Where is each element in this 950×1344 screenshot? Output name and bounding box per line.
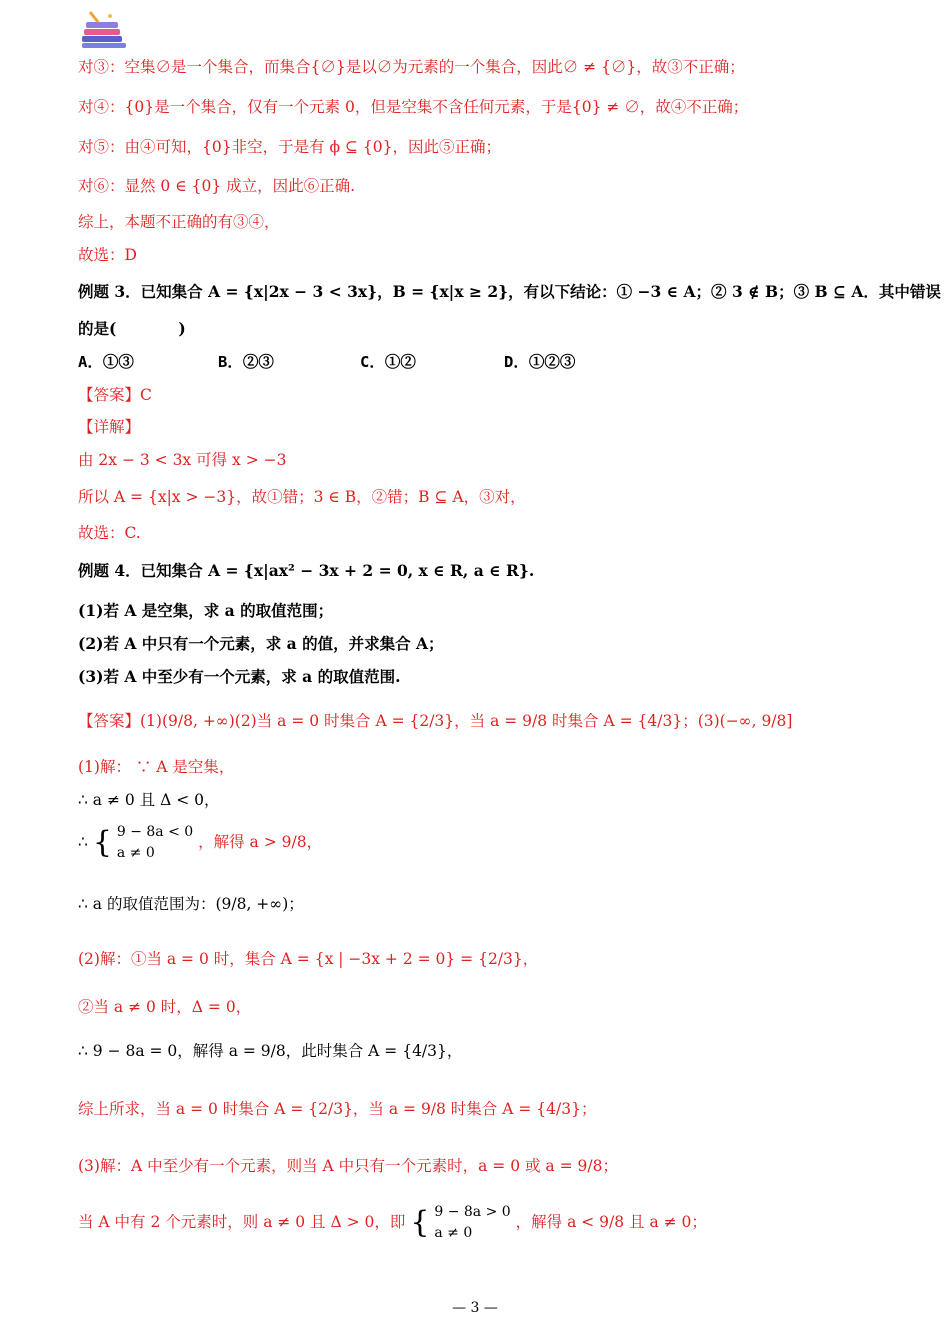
solution-line: (3)解：A 中至少有一个元素，则当 A 中只有一个元素时，a = 0 或 a = 9/8；: [78, 1157, 618, 1175]
text-line: 故选：D: [78, 246, 137, 264]
sub-question-3: (3)若 A 中至少有一个元素，求 a 的取值范围.: [78, 667, 401, 686]
solution-line: 综上所求，当 a = 0 时集合 A = {2/3}，当 a = 9/8 时集合 A = {4/3}；: [78, 1100, 597, 1118]
solution-line: ∴ 9 − 8a = 0，解得 a = 9/8，此时集合 A = {4/3}，: [78, 1042, 463, 1060]
system-pre: 当 A 中有 2 个元素时，则 a ≠ 0 且 Δ > 0，即: [78, 1213, 406, 1231]
answer-label: 【答案】C: [78, 386, 152, 404]
example-3-question-cont: 的是( ): [78, 319, 186, 338]
option-d: D．①②③: [504, 353, 576, 371]
answer-4-part1: (9/8, +∞): [161, 712, 235, 730]
answer-4-part2-pre: (2)当 a = 0 时集合 A =: [234, 712, 410, 730]
solution-line: (2)解：①当 a = 0 时，集合 A = {x | −3x + 2 = 0} = {2/3}，: [78, 950, 539, 968]
inequality-system: [434, 1202, 510, 1244]
answer-4-part2-mid: ，当 a = 9/8 时集合 A =: [454, 712, 638, 730]
text-line: 对④：{0}是一个集合，仅有一个元素 0，但是空集不含任何元素，于是{0} ≠ ∅，故④不正确；: [78, 98, 749, 116]
solution-line: ∴ a ≠ 0 且 Δ < 0，: [78, 791, 220, 809]
text-line: 对③：空集∅是一个集合，而集合{∅}是以∅为元素的一个集合，因此∅ ≠ {∅}，故③不正确；: [78, 58, 745, 76]
solution-line: 所以 A = {x|x > −3}，故①错；3 ∈ B，②错；B ⊆ A，③对，: [78, 488, 526, 506]
answer-4-set-b: {4/3}: [637, 712, 683, 730]
example-4-question: 例题 4．已知集合 A = {x|ax² − 3x + 2 = 0, x ∈ R, a ∈ R}.: [78, 561, 535, 580]
inequality-system: [117, 822, 193, 864]
text-line: 综上，本题不正确的有③④，: [78, 213, 280, 231]
answer-4: [78, 710, 792, 732]
system-result: ，解得 a > 9/8，: [198, 833, 323, 851]
solution-line: ∴ a 的取值范围为：(9/8, +∞)；: [78, 895, 304, 913]
left-brace: {: [410, 1205, 430, 1240]
books-logo-icon: [80, 10, 128, 50]
option-a: A．①③: [78, 353, 134, 371]
system-result: ，解得 a < 9/8 且 a ≠ 0；: [515, 1213, 707, 1231]
solution-line: ②当 a ≠ 0 时，Δ = 0，: [78, 998, 252, 1016]
answer-4-part3: ；(3)(−∞, 9/8]: [682, 712, 793, 730]
system-row: 9 − 8a > 0: [434, 1204, 511, 1220]
option-c: C．①②: [360, 353, 416, 371]
text-line: 对⑤：由④可知，{0}非空，于是有 ϕ ⊆ {0}，因此⑤正确；: [78, 138, 502, 156]
solution-line: 由 2x − 3 < 3x 可得 x > −3: [78, 451, 287, 469]
system-row: 9 − 8a < 0: [116, 824, 194, 840]
example-3-question: 例题 3．已知集合 A = {x|2x − 3 < 3x}，B = {x|x ≥ 2}，有以下结论：① −3 ∈ A；② 3 ∉ B；③ B ⊆ A．其中错误: [78, 282, 941, 301]
sub-question-2: (2)若 A 中只有一个元素，求 a 的值，并求集合 A；: [78, 634, 444, 653]
system-row: a ≠ 0: [116, 845, 155, 861]
answer-4-label: 【答案】(1): [78, 712, 162, 730]
left-brace: {: [92, 825, 112, 860]
page-number: — 3 —: [452, 1300, 498, 1316]
solution-line: (1)解： ∵ A 是空集，: [78, 758, 235, 776]
answer-4-set-a: {2/3}: [409, 712, 455, 730]
system-row: a ≠ 0: [434, 1225, 473, 1241]
text-line: 对⑥：显然 0 ∈ {0} 成立，因此⑥正确.: [78, 177, 356, 195]
sub-question-1: (1)若 A 是空集，求 a 的取值范围；: [78, 601, 334, 620]
detail-label: 【详解】: [78, 418, 141, 436]
solution-system-2: [78, 1202, 707, 1244]
solution-line: 故选：C.: [78, 524, 141, 542]
solution-system-1: ∴ { 9 − 8a < 0 a ≠ 0 ，解得 a > 9/8，: [78, 822, 322, 864]
option-b: B．②③: [218, 353, 274, 371]
